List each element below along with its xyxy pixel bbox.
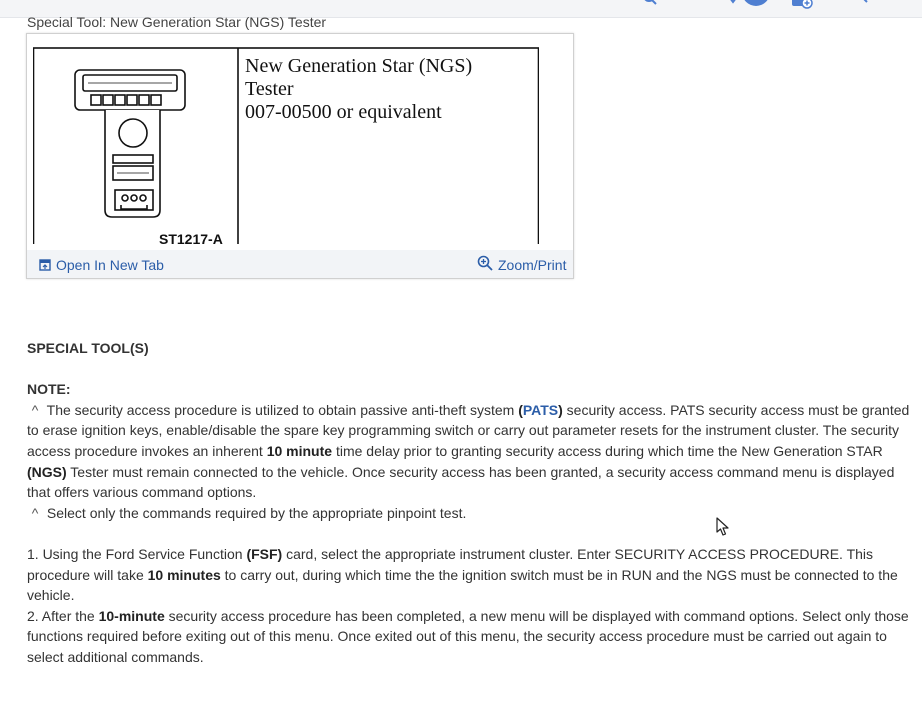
spacer <box>27 523 911 544</box>
note1-text-2: security access. PATS security access must be granted to erase ignition keys, enable/disable the spare key programming switch or carry out parameter resets for the instrument cluster. The security access procedure invokes an inherent <box>27 401 910 459</box>
more-icon[interactable] <box>860 0 874 8</box>
step2-text-2: security access procedure has been completed, a new menu will be displayed with command options. Select only those functions required before exiting out of this menu. Once exited out of this menu, the security access procedure must be carried out again to select additional commands. <box>27 607 909 665</box>
bullet-marker: ^ <box>31 401 39 418</box>
step1-text-3: to carry out, during which time the the ignition switch must be in RUN and the NGS must be connected to the vehicle. <box>27 566 898 604</box>
tool-part-number: 007-00500 or equivalent <box>245 101 442 123</box>
step1-text-1: 1. Using the Ford Service Function <box>27 545 247 562</box>
step-2 <box>27 606 911 668</box>
note1-text-1: The security access procedure is utilized to obtain passive anti-theft system <box>43 401 519 418</box>
zoom-print-button[interactable] <box>477 253 566 273</box>
step-1 <box>27 544 911 606</box>
step2-bold-time: 10-minute <box>98 607 165 624</box>
zoom-in-icon <box>477 255 493 271</box>
tool-name-line2: Tester <box>245 78 294 100</box>
tool-description <box>245 55 472 124</box>
note1-bold-ngs: (NGS) <box>27 463 67 480</box>
step1-text-2: card, select the appropriate instrument cluster. Enter SECURITY ACCESS PROCEDURE. This procedure will take <box>27 545 874 583</box>
zoom-print-label: Zoom/Print <box>498 257 567 273</box>
step2-text-1: 2. After the <box>27 607 99 624</box>
tool-illustration[interactable] <box>33 45 539 245</box>
note-label: NOTE: <box>27 381 71 398</box>
figure-actions <box>27 250 573 278</box>
pats-close-paren: ) <box>558 401 563 418</box>
note1-bold-time: 10 minute <box>266 442 333 459</box>
pats-open-paren: ( <box>518 401 523 418</box>
tool-part-label: ST1217-A <box>159 231 223 247</box>
open-in-new-tab-button[interactable] <box>39 257 164 273</box>
note-paragraph-2 <box>27 503 911 524</box>
add-calendar-icon[interactable] <box>790 0 814 10</box>
note2-text: Select only the commands required by the appropriate pinpoint test. <box>43 504 467 521</box>
procedure-content <box>27 338 911 668</box>
tool-name-line1: New Generation Star (NGS) <box>245 55 473 77</box>
figure-card <box>26 33 574 279</box>
step1-bold-time: 10 minutes <box>147 566 221 583</box>
search-icon[interactable] <box>640 0 660 8</box>
section-heading: SPECIAL TOOL(S) <box>27 340 149 356</box>
figure-caption: Special Tool: New Generation Star (NGS) Tester <box>27 14 327 30</box>
bullet-marker: ^ <box>31 504 39 521</box>
avatar[interactable] <box>740 0 772 10</box>
note1-text-3: time delay prior to granting security access during which time the New Generation STAR <box>332 442 883 459</box>
chevron-icon[interactable] <box>728 0 738 8</box>
open-in-new-tab-label: Open In New Tab <box>56 257 164 273</box>
note-paragraph-1 <box>27 400 911 503</box>
pats-link[interactable]: PATS <box>522 401 559 418</box>
note1-text-4: Tester must remain connected to the vehicle. Once security access has been granted, a security access command menu is displayed that offers various command options. <box>27 463 895 501</box>
mouse-cursor-icon <box>716 517 730 537</box>
step1-bold-fsf: (FSF) <box>246 545 283 562</box>
open-in-new-tab-icon <box>39 259 51 271</box>
